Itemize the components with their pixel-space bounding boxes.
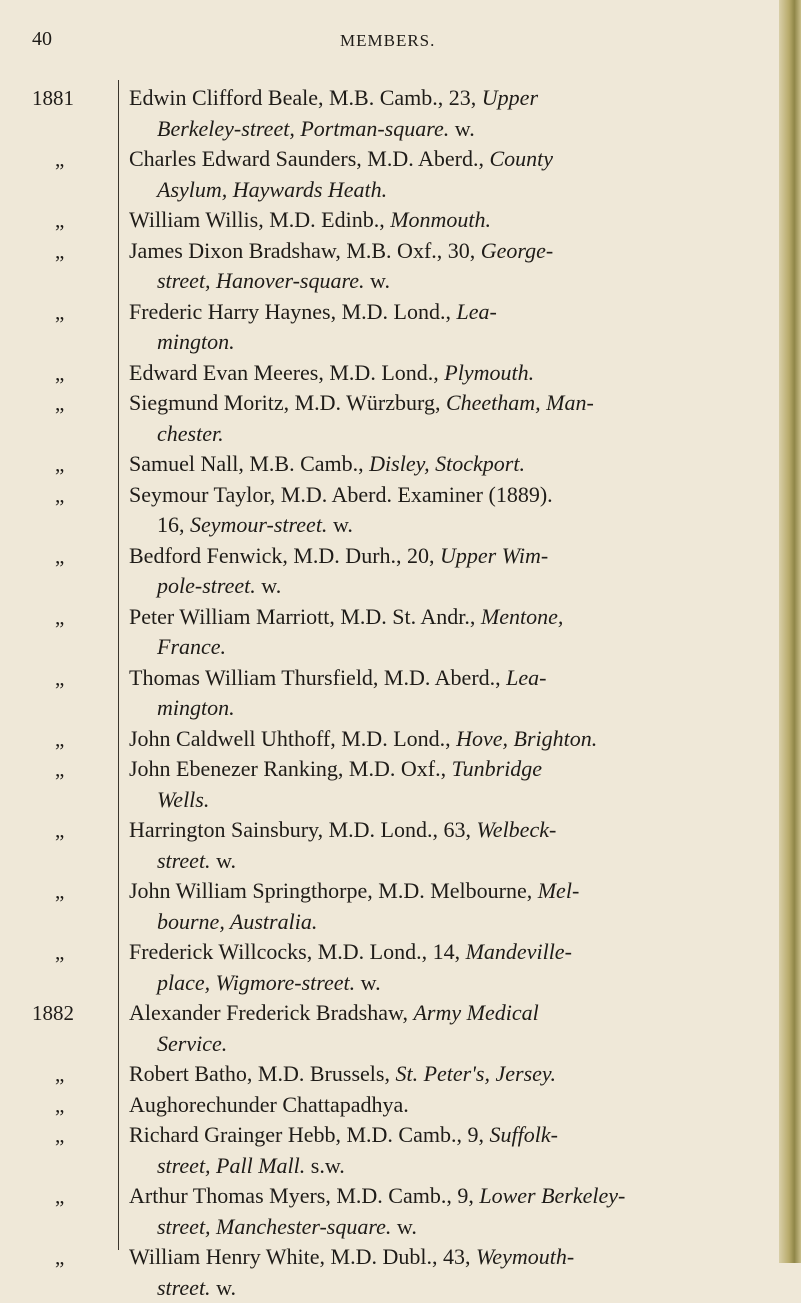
address-text: County <box>490 146 554 171</box>
entry-continuation-line <box>129 785 769 816</box>
member-entry <box>0 358 801 389</box>
member-entry-text <box>129 297 769 358</box>
member-text: John William Springthorpe, M.D. Melbourne, <box>129 878 538 903</box>
entry-line <box>129 998 769 1029</box>
entry-continuation-line <box>129 846 769 877</box>
member-text: Bedford Fenwick, M.D. Durh., 20, <box>129 543 440 568</box>
member-text: Richard Grainger Hebb, M.D. Camb., 9, <box>129 1122 489 1147</box>
address-text: Cheetham, Man- <box>446 390 594 415</box>
address-text: street, Hanover-square. <box>157 268 365 293</box>
address-text: Lea- <box>456 299 496 324</box>
page-number: 40 <box>32 28 52 51</box>
address-text: Mentone, <box>481 604 563 629</box>
member-entry <box>0 1120 801 1181</box>
member-text: James Dixon Bradshaw, M.B. Oxf., 30, <box>129 238 481 263</box>
ditto-mark: „ <box>55 480 115 511</box>
member-entry-text <box>129 663 769 724</box>
entry-continuation-line <box>129 968 769 999</box>
address-text: Upper <box>482 85 538 110</box>
entry-line <box>129 724 769 755</box>
entry-line <box>129 449 769 480</box>
member-entry <box>0 1059 801 1090</box>
entry-line <box>129 876 769 907</box>
address-text: Welbeck- <box>477 817 557 842</box>
member-text: w. <box>365 268 390 293</box>
ditto-mark: „ <box>55 297 115 328</box>
member-entry-text <box>129 1120 769 1181</box>
member-entry <box>0 754 801 815</box>
member-entry-text <box>129 754 769 815</box>
member-text: Robert Batho, M.D. Brussels, <box>129 1061 395 1086</box>
member-entry <box>0 1181 801 1242</box>
address-text: George- <box>481 238 554 263</box>
member-entry <box>0 602 801 663</box>
entry-line <box>129 144 769 175</box>
entry-line <box>129 1181 769 1212</box>
member-entry-text <box>129 1242 769 1303</box>
member-entry-text <box>129 724 769 755</box>
address-text: Wells. <box>157 787 209 812</box>
member-text: Siegmund Moritz, M.D. Würzburg, <box>129 390 446 415</box>
ditto-mark: „ <box>55 1059 115 1090</box>
member-text: Arthur Thomas Myers, M.D. Camb., 9, <box>129 1183 479 1208</box>
member-text: Harrington Sainsbury, M.D. Lond., 63, <box>129 817 477 842</box>
member-entry <box>0 480 801 541</box>
entry-line <box>129 1059 769 1090</box>
entry-continuation-line <box>129 175 769 206</box>
address-text: bourne, Australia. <box>157 909 317 934</box>
address-text: Service. <box>157 1031 227 1056</box>
member-entry-text <box>129 937 769 998</box>
address-text: Berkeley-street, Portman-square. <box>157 116 449 141</box>
member-entry-text <box>129 602 769 663</box>
address-text: Lower Berkeley- <box>479 1183 625 1208</box>
address-text: Suffolk- <box>489 1122 557 1147</box>
member-entry <box>0 1090 801 1121</box>
member-entry-text <box>129 1181 769 1242</box>
entry-line <box>129 236 769 267</box>
member-entry-text <box>129 541 769 602</box>
address-text: place, Wigmore-street. <box>157 970 355 995</box>
member-text: Frederick Willcocks, M.D. Lond., 14, <box>129 939 466 964</box>
member-entry <box>0 83 801 144</box>
member-entry <box>0 998 801 1059</box>
ditto-mark: „ <box>55 449 115 480</box>
entry-line <box>129 297 769 328</box>
address-text: Army Medical <box>413 1000 538 1025</box>
address-text: street. <box>157 1275 211 1300</box>
ditto-mark: „ <box>55 358 115 389</box>
member-text: w. <box>355 970 380 995</box>
member-text: William Willis, M.D. Edinb., <box>129 207 390 232</box>
ditto-mark: „ <box>55 876 115 907</box>
member-entry <box>0 876 801 937</box>
year-label: 1881 <box>32 83 92 114</box>
address-text: Lea- <box>506 665 546 690</box>
ditto-mark: „ <box>55 937 115 968</box>
address-text: Monmouth. <box>390 207 491 232</box>
address-text: Mandeville- <box>466 939 572 964</box>
address-text: Seymour-street. <box>190 512 327 537</box>
member-text: Aughorechunder Chattapadhya. <box>129 1092 409 1117</box>
address-text: mington. <box>157 695 235 720</box>
entry-continuation-line <box>129 510 769 541</box>
member-text: s.w. <box>305 1153 345 1178</box>
address-text: chester. <box>157 421 224 446</box>
member-text: 16, <box>157 512 190 537</box>
year-label: 1882 <box>32 998 92 1029</box>
address-text: Tunbridge <box>452 756 542 781</box>
entry-continuation-line <box>129 327 769 358</box>
entry-line <box>129 937 769 968</box>
ditto-mark: „ <box>55 724 115 755</box>
address-text: Plymouth. <box>444 360 534 385</box>
entry-continuation-line <box>129 114 769 145</box>
member-entry <box>0 236 801 297</box>
address-text: Upper Wim- <box>440 543 548 568</box>
address-text: Hove, Brighton. <box>456 726 597 751</box>
entry-line <box>129 754 769 785</box>
member-entry-text <box>129 1059 769 1090</box>
entry-line <box>129 1120 769 1151</box>
member-text: w. <box>449 116 474 141</box>
member-text: Frederic Harry Haynes, M.D. Lond., <box>129 299 456 324</box>
entry-line <box>129 83 769 114</box>
ditto-mark: „ <box>55 602 115 633</box>
member-text: William Henry White, M.D. Dubl., 43, <box>129 1244 476 1269</box>
member-text: Edwin Clifford Beale, M.B. Camb., 23, <box>129 85 482 110</box>
entry-line <box>129 815 769 846</box>
member-entry-text <box>129 388 769 449</box>
ditto-mark: „ <box>55 541 115 572</box>
member-list <box>0 83 801 1303</box>
entry-line <box>129 663 769 694</box>
entry-continuation-line <box>129 1212 769 1243</box>
ditto-mark: „ <box>55 754 115 785</box>
address-text: street, Pall Mall. <box>157 1153 305 1178</box>
member-text: Alexander Frederick Bradshaw, <box>129 1000 413 1025</box>
entry-line <box>129 1242 769 1273</box>
member-text: Samuel Nall, M.B. Camb., <box>129 451 369 476</box>
member-entry <box>0 297 801 358</box>
member-text: John Ebenezer Ranking, M.D. Oxf., <box>129 756 452 781</box>
entry-line <box>129 480 769 511</box>
ditto-mark: „ <box>55 815 115 846</box>
member-text: w. <box>327 512 352 537</box>
address-text: St. Peter's, Jersey. <box>395 1061 556 1086</box>
ditto-mark: „ <box>55 1181 115 1212</box>
member-entry <box>0 663 801 724</box>
member-text: Seymour Taylor, M.D. Aberd. Examiner (1889). <box>129 482 553 507</box>
member-entry <box>0 449 801 480</box>
member-entry-text <box>129 205 769 236</box>
member-entry-text <box>129 480 769 541</box>
address-text: mington. <box>157 329 235 354</box>
entry-continuation-line <box>129 1273 769 1303</box>
entry-continuation-line <box>129 1029 769 1060</box>
member-text: w. <box>211 848 236 873</box>
ditto-mark: „ <box>55 144 115 175</box>
ditto-mark: „ <box>55 1242 115 1273</box>
page-header <box>0 28 801 58</box>
address-text: pole-street. <box>157 573 256 598</box>
entry-line <box>129 388 769 419</box>
entry-continuation-line <box>129 266 769 297</box>
member-entry <box>0 815 801 876</box>
member-text: Edward Evan Meeres, M.D. Lond., <box>129 360 444 385</box>
member-entry-text <box>129 815 769 876</box>
address-text: street. <box>157 848 211 873</box>
member-entry-text <box>129 236 769 297</box>
member-entry <box>0 937 801 998</box>
address-text: Asylum, Haywards Heath. <box>157 177 387 202</box>
member-entry <box>0 1242 801 1303</box>
running-head: MEMBERS. <box>340 31 435 51</box>
ditto-mark: „ <box>55 236 115 267</box>
ditto-mark: „ <box>55 388 115 419</box>
entry-continuation-line <box>129 632 769 663</box>
member-entry-text <box>129 83 769 144</box>
member-entry <box>0 388 801 449</box>
member-entry-text <box>129 876 769 937</box>
member-entry-text <box>129 998 769 1059</box>
entry-line <box>129 1090 769 1121</box>
address-text: Disley, Stockport. <box>369 451 525 476</box>
entry-line <box>129 205 769 236</box>
member-entry <box>0 205 801 236</box>
member-text: John Caldwell Uhthoff, M.D. Lond., <box>129 726 456 751</box>
entry-continuation-line <box>129 419 769 450</box>
ditto-mark: „ <box>55 205 115 236</box>
entry-continuation-line <box>129 1151 769 1182</box>
member-entry-text <box>129 358 769 389</box>
ditto-mark: „ <box>55 663 115 694</box>
entry-continuation-line <box>129 571 769 602</box>
entry-continuation-line <box>129 907 769 938</box>
member-text: Peter William Marriott, M.D. St. Andr., <box>129 604 481 629</box>
member-entry-text <box>129 144 769 205</box>
member-entry <box>0 724 801 755</box>
member-entry <box>0 144 801 205</box>
member-text: w. <box>256 573 281 598</box>
entry-line <box>129 358 769 389</box>
member-entry-text <box>129 449 769 480</box>
member-entry <box>0 541 801 602</box>
ditto-mark: „ <box>55 1120 115 1151</box>
member-text: w. <box>211 1275 236 1300</box>
address-text: Mel- <box>538 878 580 903</box>
member-entry-text <box>129 1090 769 1121</box>
address-text: France. <box>157 634 226 659</box>
member-text: w. <box>391 1214 416 1239</box>
member-text: Thomas William Thursfield, M.D. Aberd., <box>129 665 506 690</box>
entry-line <box>129 541 769 572</box>
entry-line <box>129 602 769 633</box>
address-text: street, Manchester-square. <box>157 1214 391 1239</box>
address-text: Weymouth- <box>476 1244 574 1269</box>
member-text: Charles Edward Saunders, M.D. Aberd., <box>129 146 490 171</box>
ditto-mark: „ <box>55 1090 115 1121</box>
entry-continuation-line <box>129 693 769 724</box>
